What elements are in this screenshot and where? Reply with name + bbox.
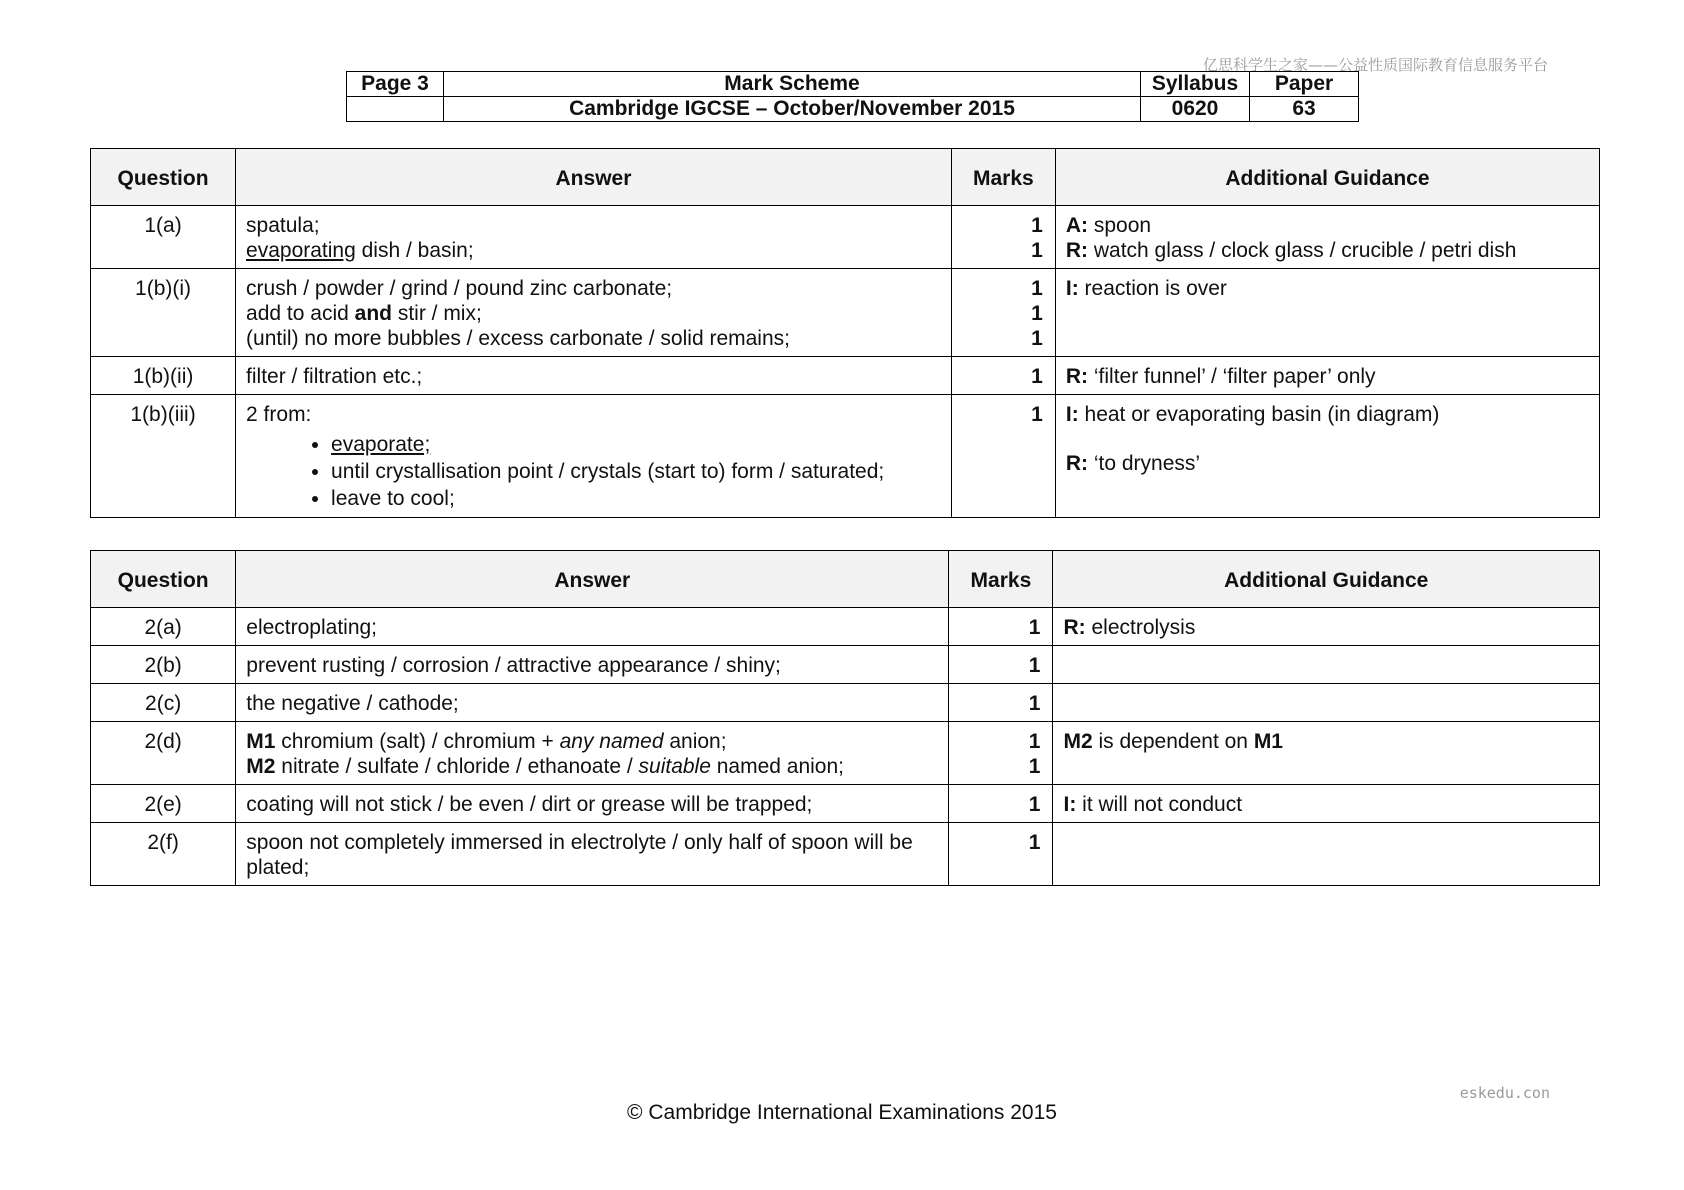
answer-line: 2 from:	[246, 403, 312, 426]
table-row	[91, 608, 1600, 646]
guidance-text: ‘filter funnel’ / ‘filter paper’ only	[1088, 365, 1376, 388]
mark: 1	[1031, 403, 1043, 426]
bullet-item: • leave to cool;	[331, 485, 941, 512]
guidance-line	[1066, 238, 1589, 263]
answer-cell	[236, 206, 952, 269]
guidance-text: is dependent on	[1092, 730, 1254, 753]
mark: 1	[1031, 302, 1043, 325]
col-marks: Marks	[951, 149, 1055, 206]
mark: 1	[1031, 214, 1043, 237]
answer-text: named anion;	[710, 755, 845, 778]
guidance-cell	[1053, 823, 1600, 886]
table-row	[91, 646, 1600, 684]
guidance-line	[1066, 213, 1589, 238]
table-row	[91, 785, 1600, 823]
col-question: Question	[91, 149, 236, 206]
table-header-row	[91, 149, 1600, 206]
mark: 1	[1031, 365, 1043, 388]
marks-cell	[951, 269, 1055, 357]
mark: 1	[949, 684, 1053, 722]
bullet-item: • until crystallisation point / crystals (start to) form / saturated;	[331, 458, 941, 485]
answer-cell	[236, 395, 952, 518]
answer-line: filter / filtration etc.;	[246, 365, 423, 388]
answer-cell	[236, 722, 949, 785]
mark-scheme-table-1	[90, 148, 1600, 518]
bullet-list	[246, 431, 941, 512]
col-question: Question	[91, 551, 236, 608]
paper-label: Paper	[1250, 72, 1359, 97]
guidance-line	[1066, 451, 1589, 476]
answer-line	[246, 301, 941, 326]
answer-text: stir / mix;	[391, 302, 482, 325]
answer-cell: spoon not completely immersed in electrolyte / only half of spoon will be plated;	[236, 823, 949, 886]
syllabus-value: 0620	[1141, 97, 1250, 122]
syllabus-label: Syllabus	[1141, 72, 1250, 97]
answer-text: anion;	[663, 730, 727, 753]
guidance-label: R:	[1063, 616, 1086, 639]
question-number: 2(f)	[91, 823, 236, 886]
table-row	[91, 823, 1600, 886]
table-row	[91, 206, 1600, 269]
italic-keyword: suitable	[638, 755, 711, 778]
guidance-cell	[1055, 357, 1599, 395]
col-guidance: Additional Guidance	[1055, 149, 1599, 206]
italic-keyword: any named	[559, 730, 664, 753]
document-subtitle: Cambridge IGCSE – October/November 2015	[444, 97, 1141, 122]
guidance-text: spoon	[1088, 214, 1152, 237]
guidance-line	[1066, 276, 1589, 301]
mark: 1	[949, 646, 1053, 684]
mark: 1	[949, 823, 1053, 886]
answer-cell	[236, 357, 952, 395]
watermark-bottom: eskedu.con	[1459, 1084, 1550, 1102]
table-row	[91, 684, 1600, 722]
table-row	[91, 395, 1600, 518]
guidance-label: I:	[1065, 403, 1079, 426]
col-answer: Answer	[236, 149, 952, 206]
guidance-text: reaction is over	[1078, 277, 1227, 300]
mark: 1	[1031, 327, 1043, 350]
mark: 1	[949, 785, 1053, 823]
table-header-row	[91, 551, 1600, 608]
answer-line: spatula;	[246, 214, 320, 237]
mark-scheme-table-2	[90, 550, 1600, 886]
mark: 1	[1031, 239, 1043, 262]
answer-cell: electroplating;	[236, 608, 949, 646]
answer-line	[246, 238, 941, 263]
answer-cell: coating will not stick / be even / dirt or grease will be trapped;	[236, 785, 949, 823]
guidance-label: R:	[1065, 452, 1089, 475]
mark-point-label: M1	[1253, 730, 1283, 753]
marks-cell	[951, 206, 1055, 269]
guidance-cell	[1055, 269, 1599, 357]
question-number: 2(c)	[91, 684, 236, 722]
guidance-cell	[1055, 206, 1599, 269]
guidance-label: I:	[1065, 277, 1079, 300]
guidance-label: A:	[1065, 214, 1089, 237]
paper-value: 63	[1250, 97, 1359, 122]
mark: 1	[1028, 755, 1041, 778]
underlined-keyword: evaporating	[246, 239, 356, 262]
guidance-text: heat or evaporating basin (in diagram)	[1078, 403, 1440, 426]
page-number-blank	[347, 97, 444, 122]
mark-point-label: M2	[246, 755, 276, 778]
question-number: 2(b)	[91, 646, 236, 684]
guidance-line	[1066, 402, 1589, 427]
col-answer: Answer	[236, 551, 949, 608]
question-number: 2(d)	[91, 722, 236, 785]
answer-line	[246, 754, 938, 779]
answer-line: (until) no more bubbles / excess carbonate / solid remains;	[246, 327, 790, 350]
mark: 1	[1031, 277, 1043, 300]
marks-cell	[951, 395, 1055, 518]
table-row	[91, 357, 1600, 395]
marks-cell	[951, 357, 1055, 395]
guidance-text: watch glass / clock glass / crucible / petri dish	[1088, 239, 1517, 262]
bold-keyword: and	[354, 302, 392, 325]
guidance-text: it will not conduct	[1076, 793, 1243, 816]
underlined-keyword: evaporate;	[331, 433, 431, 456]
document-title: Mark Scheme	[444, 72, 1141, 97]
guidance-cell	[1053, 785, 1600, 823]
copyright-footer: © Cambridge International Examinations 2015	[627, 1101, 1057, 1124]
guidance-cell	[1053, 646, 1600, 684]
answer-cell: prevent rusting / corrosion / attractive appearance / shiny;	[236, 646, 949, 684]
table-row	[91, 722, 1600, 785]
guidance-line	[1066, 364, 1589, 389]
guidance-text: ‘to dryness’	[1088, 452, 1201, 475]
answer-cell: the negative / cathode;	[236, 684, 949, 722]
guidance-cell	[1053, 608, 1600, 646]
guidance-label: R:	[1065, 239, 1089, 262]
bullet-item	[331, 431, 941, 458]
question-number: 1(b)(i)	[91, 269, 236, 357]
guidance-label: I:	[1063, 793, 1077, 816]
answer-line: crush / powder / grind / pound zinc carbonate;	[246, 277, 673, 300]
guidance-cell	[1053, 684, 1600, 722]
guidance-cell	[1055, 395, 1599, 518]
guidance-label: R:	[1065, 365, 1089, 388]
answer-cell	[236, 269, 952, 357]
header-table	[346, 71, 1359, 122]
question-number: 1(a)	[91, 206, 236, 269]
question-number: 1(b)(ii)	[91, 357, 236, 395]
mark-point-label: M1	[246, 730, 276, 753]
question-number: 1(b)(iii)	[91, 395, 236, 518]
answer-text: dish / basin;	[355, 239, 474, 262]
question-number: 2(a)	[91, 608, 236, 646]
answer-text: nitrate / sulfate / chloride / ethanoate /	[275, 755, 639, 778]
answer-text: chromium (salt) / chromium +	[275, 730, 560, 753]
watermark-top: 亿思科学生之家——公益性质国际教育信息服务平台	[1202, 56, 1548, 74]
mark: 1	[1028, 730, 1041, 753]
page-number: Page 3	[347, 72, 444, 97]
answer-line	[246, 729, 938, 754]
table-row	[91, 269, 1600, 357]
mark-point-label: M2	[1063, 730, 1093, 753]
guidance-cell	[1053, 722, 1600, 785]
question-number: 2(e)	[91, 785, 236, 823]
col-guidance: Additional Guidance	[1053, 551, 1600, 608]
mark: 1	[949, 608, 1053, 646]
answer-text: add to acid	[246, 302, 355, 325]
spacer	[1066, 427, 1589, 451]
marks-cell	[949, 722, 1053, 785]
col-marks: Marks	[949, 551, 1053, 608]
guidance-text: electrolysis	[1085, 616, 1196, 639]
